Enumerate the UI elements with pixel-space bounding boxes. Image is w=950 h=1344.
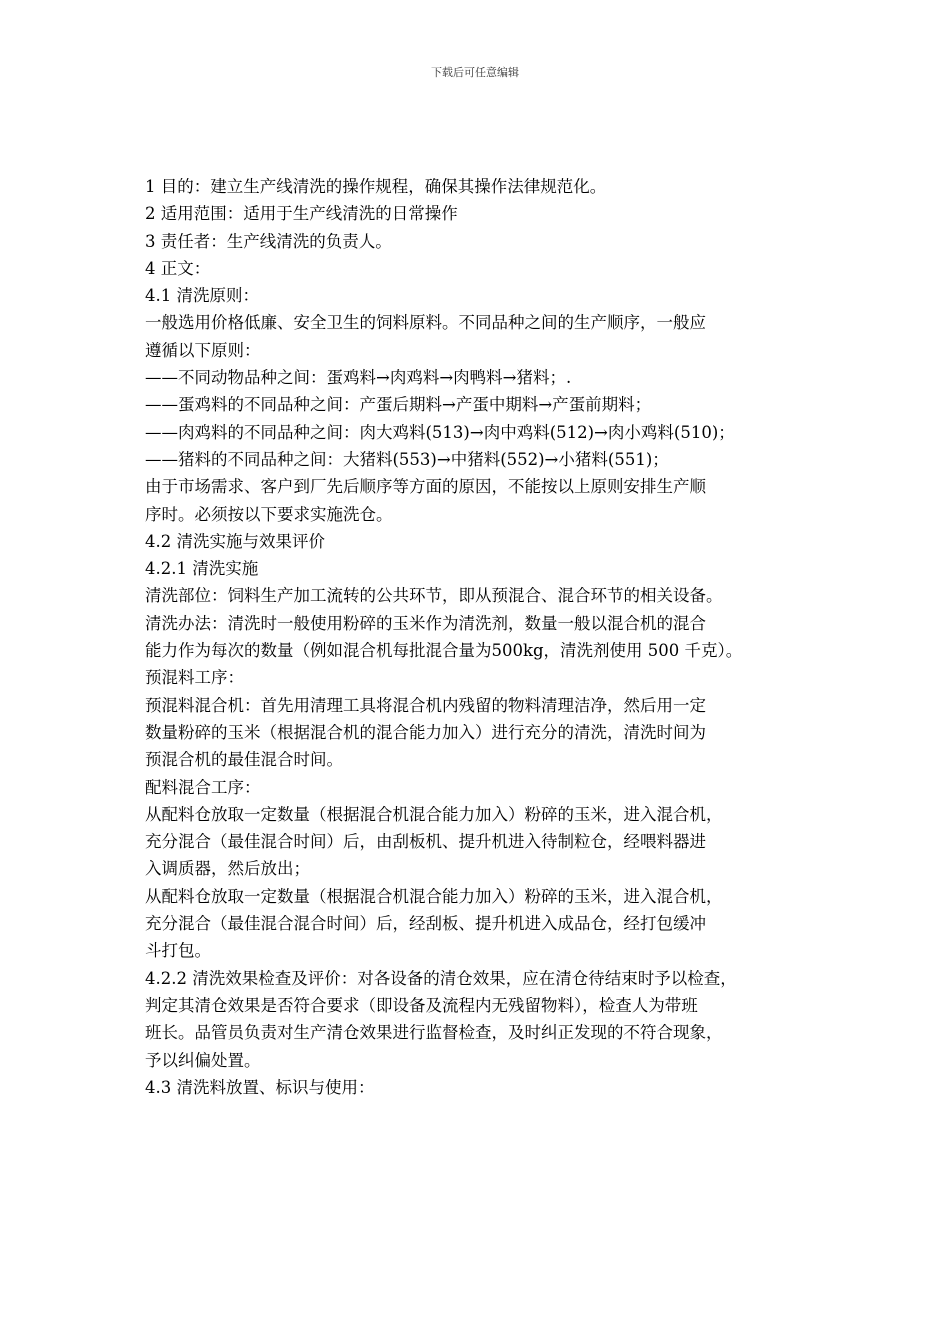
text-line: 4.1 清洗原则： (145, 286, 259, 306)
text-line: 入调质器，然后放出； (145, 859, 310, 879)
text-line: 序时。必须按以下要求实施洗仓。 (145, 504, 393, 524)
text-line: 充分混合（最佳混合时间）后，由刮板机、提升机进入待制粒仓，经喂料器进 (145, 832, 706, 852)
document-body (145, 173, 835, 1101)
text-line: 4 正文： (145, 258, 211, 278)
text-line: 3 责任者：生产线清洗的负责人。 (145, 231, 392, 251)
text-line: 从配料仓放取一定数量（根据混合机混合能力加入）粉碎的玉米，进入混合机， (145, 886, 723, 906)
text-line: 一般选用价格低廉、安全卫生的饲料原料。不同品种之间的生产顺序，一般应 (145, 313, 706, 333)
text-line: 预混料混合机：首先用清理工具将混合机内残留的物料清理洁净，然后用一定 (145, 695, 706, 715)
text-line: 配料混合工序： (145, 777, 261, 797)
text-line: 4.2.1 清洗实施 (145, 559, 259, 579)
text-line: 予以纠偏处置。 (145, 1050, 261, 1070)
text-line: 能力作为每次的数量（例如混合机每批混合量为500kg，清洗剂使用 500 千克）。 (145, 641, 743, 661)
text-line: 4.2.2 清洗效果检查及评价：对各设备的清仓效果，应在清仓待结束时予以检查， (145, 968, 737, 988)
text-line: 预混料工序： (145, 668, 244, 688)
text-line: 由于市场需求、客户到厂先后顺序等方面的原因，不能按以上原则安排生产顺 (145, 477, 706, 497)
text-line: 1 目的：建立生产线清洗的操作规程，确保其操作法律规范化。 (145, 177, 607, 196)
text-line: 充分混合（最佳混合混合时间）后，经刮板、提升机进入成品仓，经打包缓冲 (145, 914, 706, 934)
text-line: ——猪料的不同品种之间：大猪料(553)→中猪料(552)→小猪料(551)； (145, 449, 669, 469)
text-line: 遵循以下原则： (145, 340, 261, 360)
text-line: ——不同动物品种之间：蛋鸡料→肉鸡料→肉鸭料→猪料；. (145, 368, 572, 388)
text-line: 2 适用范围：适用于生产线清洗的日常操作 (145, 204, 458, 224)
text-line: ——肉鸡料的不同品种之间：肉大鸡料(513)→肉中鸡料(512)→肉小鸡料(510)； (145, 422, 735, 442)
text-line: 班长。品管员负责对生产清仓效果进行监督检查，及时纠正发现的不符合现象， (145, 1023, 723, 1043)
text-line: 4.2 清洗实施与效果评价 (145, 531, 325, 551)
page-header: 下载后可任意编辑 (431, 66, 519, 79)
text-line: 斗打包。 (145, 941, 211, 961)
text-line: 从配料仓放取一定数量（根据混合机混合能力加入）粉碎的玉米，进入混合机， (145, 804, 723, 824)
text-line: 清洗部位：饲料生产加工流转的公共环节，即从预混合、混合环节的相关设备。 (145, 586, 723, 606)
text-line: ——蛋鸡料的不同品种之间：产蛋后期料→产蛋中期料→产蛋前期料； (145, 395, 652, 415)
text-line: 4.3 清洗料放置、标识与使用： (145, 1077, 375, 1097)
text-line: 清洗办法：清洗时一般使用粉碎的玉米作为清洗剂，数量一般以混合机的混合 (145, 613, 706, 633)
text-line: 预混合机的最佳混合时间。 (145, 750, 343, 770)
text-line: 数量粉碎的玉米（根据混合机的混合能力加入）进行充分的清洗，清洗时间为 (145, 722, 706, 742)
text-line: 判定其清仓效果是否符合要求（即设备及流程内无残留物料），检查人为带班 (145, 995, 698, 1015)
